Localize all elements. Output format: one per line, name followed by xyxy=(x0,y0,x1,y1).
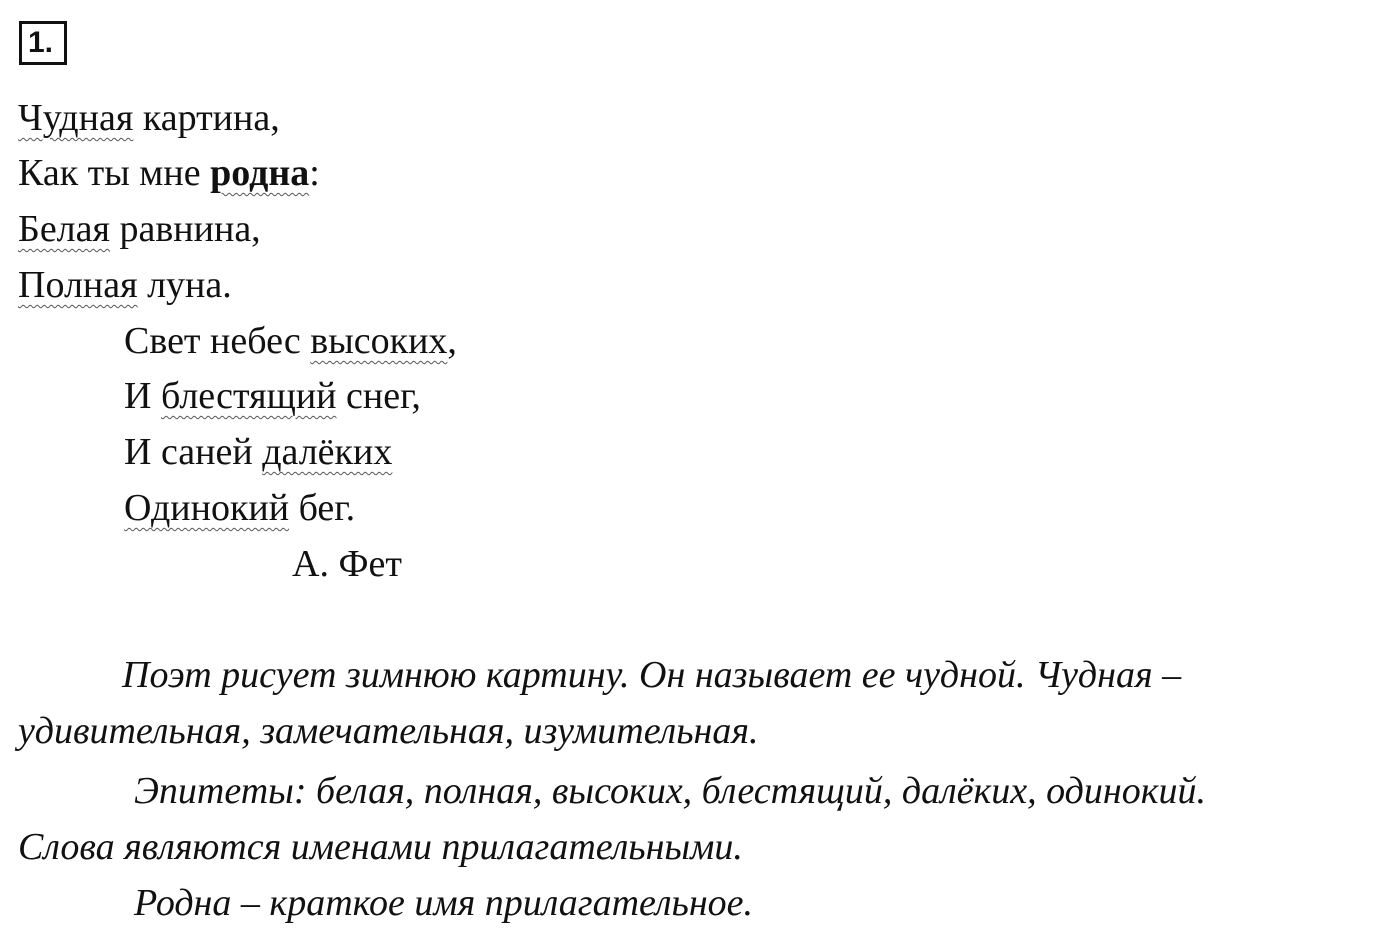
poem-line-8 xyxy=(124,486,355,530)
epithet-word: Белая xyxy=(18,208,110,250)
poem-line-text: Как ты мне xyxy=(18,152,211,194)
poem-author: А. Фет xyxy=(292,543,402,585)
poem-line-text: луна. xyxy=(137,264,232,306)
poem-line-text: картина, xyxy=(133,97,280,139)
short-adjective-word: родна xyxy=(210,152,310,194)
poem-line-text: Свет небес xyxy=(124,320,311,362)
poem-line-punctuation: : xyxy=(309,152,320,194)
poem-line-2 xyxy=(18,151,320,195)
poem-line-1 xyxy=(18,96,280,140)
epithet-word: Одинокий xyxy=(124,487,290,529)
poem-line-text: равнина, xyxy=(110,208,261,250)
epithet-word: Полная xyxy=(18,264,138,306)
epithet-word: блестящий xyxy=(160,375,337,417)
poem-line-text: бег. xyxy=(289,487,356,529)
commentary-line: Родна – краткое имя прилагательное. xyxy=(134,882,754,924)
poem-line-6 xyxy=(124,374,421,418)
epithet-word: далёких xyxy=(262,431,393,473)
exercise-number-box xyxy=(19,21,67,65)
poem-line-text: И саней xyxy=(124,431,263,473)
epithet-word: высоких xyxy=(310,320,448,362)
epithet-word: Чудная xyxy=(18,97,134,139)
poem-line-5 xyxy=(124,319,457,363)
poem-line-text: И xyxy=(124,375,161,417)
commentary-line: Эпитеты: белая, полная, высоких, блестящий, далёких, одинокий. xyxy=(134,770,1206,812)
exercise-number: 1. xyxy=(28,26,54,59)
poem-line-punctuation: , xyxy=(447,320,457,362)
poem-line-3 xyxy=(18,207,261,251)
commentary-line: Поэт рисует зимнюю картину. Он называет ее чудной. Чудная – xyxy=(122,654,1182,696)
commentary-line: Слова являются именами прилагательными. xyxy=(18,826,743,868)
commentary-line: удивительная, замечательная, изумительная. xyxy=(18,710,759,752)
poem-line-7 xyxy=(124,430,392,474)
poem-line-4 xyxy=(18,263,232,307)
poem-line-text: снег, xyxy=(336,375,421,417)
